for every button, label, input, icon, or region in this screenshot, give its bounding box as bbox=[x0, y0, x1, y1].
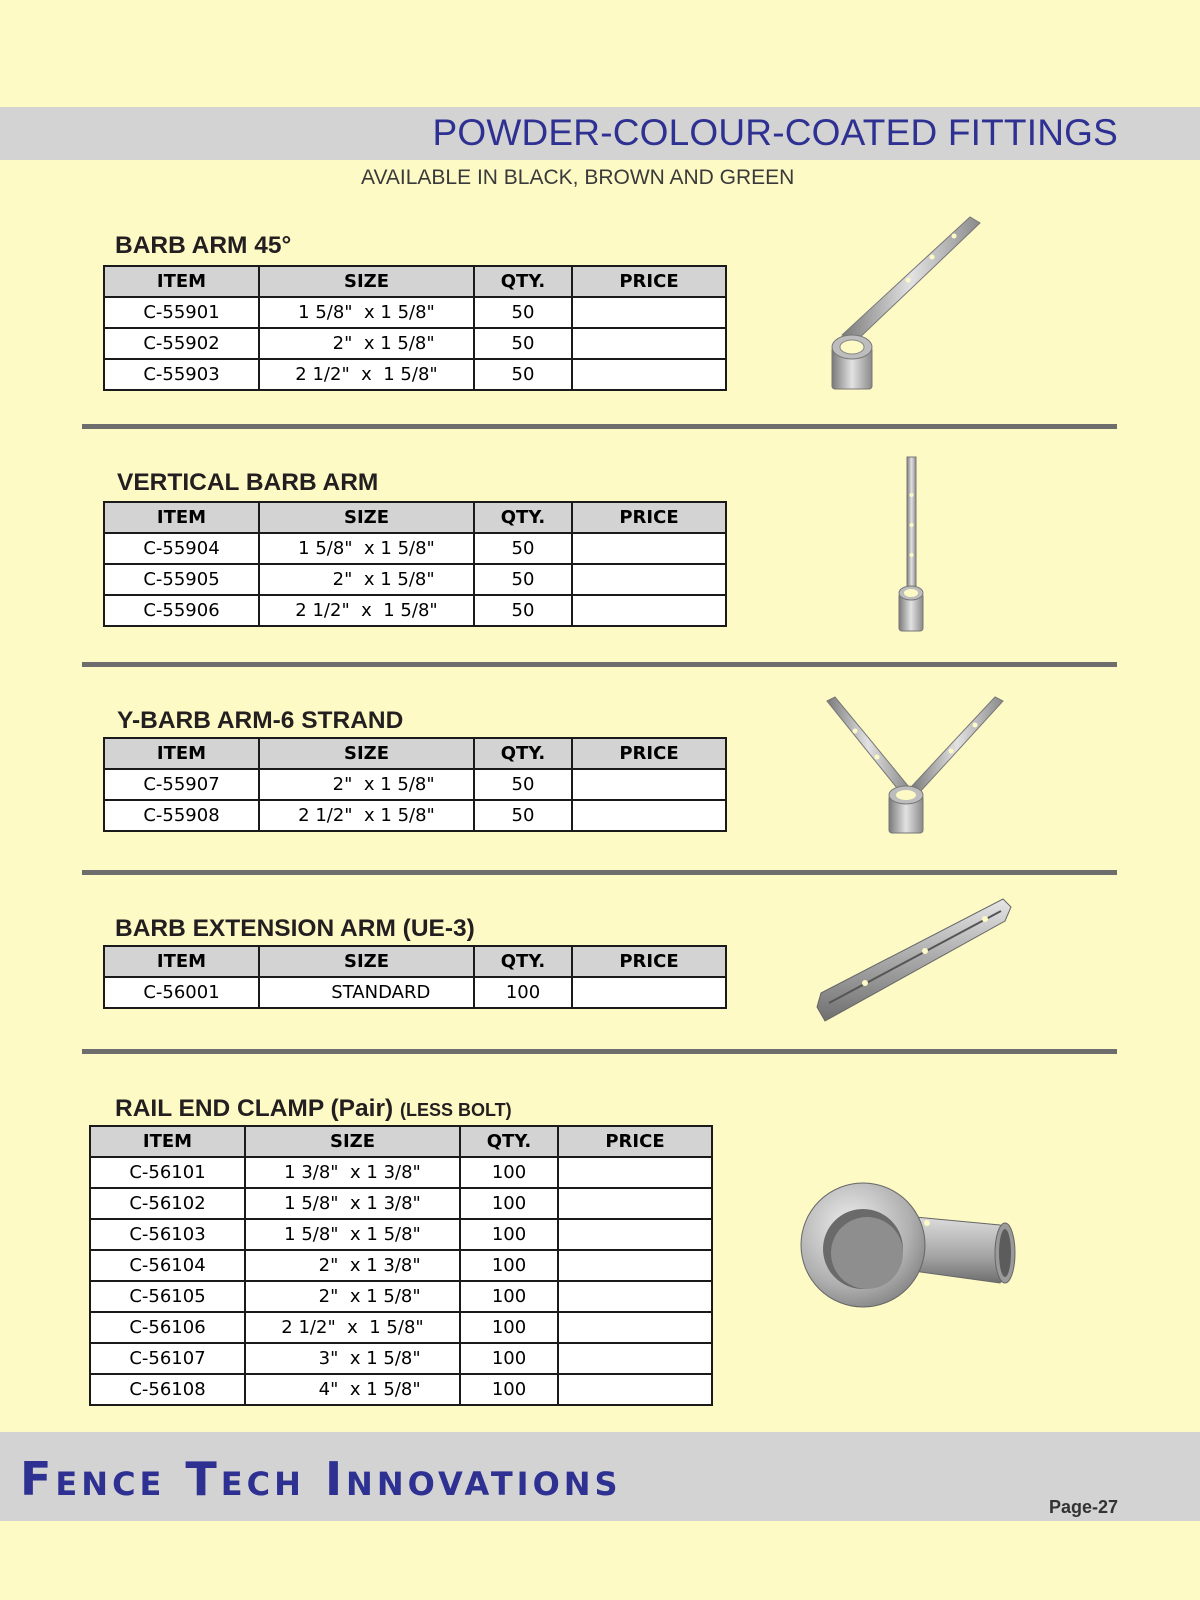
item-code: C-56106 bbox=[90, 1312, 245, 1343]
item-qty: 100 bbox=[460, 1281, 558, 1312]
vertical-barb-arm-image bbox=[895, 455, 935, 640]
item-price bbox=[558, 1281, 712, 1312]
item-code: C-56107 bbox=[90, 1343, 245, 1374]
item-code: C-56103 bbox=[90, 1219, 245, 1250]
item-qty: 100 bbox=[460, 1219, 558, 1250]
table-header-row bbox=[104, 502, 726, 533]
item-price bbox=[572, 769, 726, 800]
col-qty-header: QTY. bbox=[474, 738, 572, 769]
table-row bbox=[104, 297, 726, 328]
item-qty: 100 bbox=[460, 1312, 558, 1343]
table-row bbox=[90, 1281, 712, 1312]
col-size-header: SIZE bbox=[259, 502, 474, 533]
item-code: C-55908 bbox=[104, 800, 259, 831]
item-qty: 50 bbox=[474, 769, 572, 800]
barb-arm-45-image bbox=[830, 215, 990, 400]
table-header-row bbox=[90, 1126, 712, 1157]
item-price bbox=[558, 1374, 712, 1405]
item-code: C-55905 bbox=[104, 564, 259, 595]
col-item-header: ITEM bbox=[104, 266, 259, 297]
item-size: 2" x 1 5/8" bbox=[259, 769, 474, 800]
item-size: 1 3/8" x 1 3/8" bbox=[245, 1157, 460, 1188]
item-qty: 50 bbox=[474, 595, 572, 626]
item-price bbox=[558, 1250, 712, 1281]
col-price-header: PRICE bbox=[572, 502, 726, 533]
item-price bbox=[572, 977, 726, 1008]
product-table-vertical-barb-arm bbox=[103, 501, 727, 627]
item-qty: 100 bbox=[460, 1250, 558, 1281]
item-qty: 50 bbox=[474, 359, 572, 390]
rail-end-clamp-image bbox=[795, 1175, 1035, 1310]
section-title-rail-end-clamp bbox=[115, 1095, 512, 1123]
item-size: 2" x 1 5/8" bbox=[245, 1281, 460, 1312]
page-subtitle: AVAILABLE IN BLACK, BROWN AND GREEN bbox=[361, 166, 795, 189]
section-title-barb-arm-45: BARB ARM 45° bbox=[115, 232, 292, 259]
section-divider bbox=[82, 870, 1117, 875]
page-title: POWDER-COLOUR-COATED FITTINGS bbox=[432, 112, 1118, 153]
product-table-rail-end-clamp bbox=[89, 1125, 713, 1406]
table-header-row bbox=[104, 946, 726, 977]
item-size: 3" x 1 5/8" bbox=[245, 1343, 460, 1374]
table-header-row bbox=[104, 738, 726, 769]
table-row bbox=[104, 769, 726, 800]
y-barb-arm-image bbox=[825, 695, 1005, 840]
section-title-y-barb-arm: Y-BARB ARM-6 STRAND bbox=[117, 707, 404, 734]
table-row bbox=[104, 533, 726, 564]
col-price-header: PRICE bbox=[572, 266, 726, 297]
col-qty-header: QTY. bbox=[474, 266, 572, 297]
item-size: 2 1/2" x 1 5/8" bbox=[259, 800, 474, 831]
table-row bbox=[104, 800, 726, 831]
item-qty: 100 bbox=[460, 1188, 558, 1219]
col-qty-header: QTY. bbox=[460, 1126, 558, 1157]
item-code: C-56105 bbox=[90, 1281, 245, 1312]
item-size: 4" x 1 5/8" bbox=[245, 1374, 460, 1405]
table-row bbox=[90, 1188, 712, 1219]
col-item-header: ITEM bbox=[90, 1126, 245, 1157]
section-divider bbox=[82, 424, 1117, 429]
item-code: C-55904 bbox=[104, 533, 259, 564]
section-title-vertical-barb-arm: VERTICAL BARB ARM bbox=[117, 469, 379, 496]
item-price bbox=[572, 800, 726, 831]
section-title-barb-extension-arm: BARB EXTENSION ARM (UE-3) bbox=[115, 915, 475, 942]
item-price bbox=[572, 564, 726, 595]
item-qty: 50 bbox=[474, 328, 572, 359]
item-size: STANDARD bbox=[259, 977, 474, 1008]
item-code: C-56104 bbox=[90, 1250, 245, 1281]
item-size: 2" x 1 3/8" bbox=[245, 1250, 460, 1281]
section-title-text: RAIL END CLAMP (Pair) bbox=[115, 1095, 394, 1122]
item-qty: 100 bbox=[460, 1343, 558, 1374]
item-price bbox=[572, 533, 726, 564]
item-price bbox=[558, 1343, 712, 1374]
item-code: C-55902 bbox=[104, 328, 259, 359]
table-row bbox=[90, 1312, 712, 1343]
item-price bbox=[558, 1157, 712, 1188]
item-code: C-55907 bbox=[104, 769, 259, 800]
table-row bbox=[104, 359, 726, 390]
col-size-header: SIZE bbox=[259, 738, 474, 769]
item-qty: 50 bbox=[474, 533, 572, 564]
item-code: C-56102 bbox=[90, 1188, 245, 1219]
item-qty: 50 bbox=[474, 564, 572, 595]
table-row bbox=[90, 1157, 712, 1188]
item-price bbox=[558, 1188, 712, 1219]
item-size: 2 1/2" x 1 5/8" bbox=[245, 1312, 460, 1343]
table-row bbox=[90, 1250, 712, 1281]
item-price bbox=[558, 1219, 712, 1250]
item-code: C-55906 bbox=[104, 595, 259, 626]
item-qty: 50 bbox=[474, 297, 572, 328]
item-code: C-56101 bbox=[90, 1157, 245, 1188]
col-qty-header: QTY. bbox=[474, 502, 572, 533]
item-price bbox=[572, 359, 726, 390]
item-size: 1 5/8" x 1 3/8" bbox=[245, 1188, 460, 1219]
col-item-header: ITEM bbox=[104, 946, 259, 977]
item-size: 2 1/2" x 1 5/8" bbox=[259, 359, 474, 390]
brand-name: Fence Tech Innovations bbox=[20, 1452, 622, 1506]
item-size: 2" x 1 5/8" bbox=[259, 564, 474, 595]
col-price-header: PRICE bbox=[558, 1126, 712, 1157]
item-size: 2" x 1 5/8" bbox=[259, 328, 474, 359]
section-title-note: (LESS BOLT) bbox=[399, 1100, 512, 1120]
item-size: 2 1/2" x 1 5/8" bbox=[259, 595, 474, 626]
col-qty-header: QTY. bbox=[474, 946, 572, 977]
page-number: Page-27 bbox=[1048, 1497, 1118, 1517]
item-size: 1 5/8" x 1 5/8" bbox=[259, 533, 474, 564]
col-price-header: PRICE bbox=[572, 738, 726, 769]
table-row bbox=[104, 977, 726, 1008]
item-price bbox=[572, 328, 726, 359]
item-code: C-55903 bbox=[104, 359, 259, 390]
item-qty: 50 bbox=[474, 800, 572, 831]
barb-extension-arm-image bbox=[815, 895, 1015, 1030]
item-price bbox=[572, 297, 726, 328]
section-divider bbox=[82, 662, 1117, 667]
col-item-header: ITEM bbox=[104, 502, 259, 533]
item-size: 1 5/8" x 1 5/8" bbox=[259, 297, 474, 328]
section-divider bbox=[82, 1049, 1117, 1054]
item-size: 1 5/8" x 1 5/8" bbox=[245, 1219, 460, 1250]
product-table-y-barb-arm bbox=[103, 737, 727, 832]
item-qty: 100 bbox=[460, 1157, 558, 1188]
table-row bbox=[90, 1343, 712, 1374]
product-table-barb-arm-45 bbox=[103, 265, 727, 391]
table-row bbox=[104, 328, 726, 359]
col-price-header: PRICE bbox=[572, 946, 726, 977]
product-table-barb-extension-arm bbox=[103, 945, 727, 1009]
item-price bbox=[558, 1312, 712, 1343]
item-qty: 100 bbox=[460, 1374, 558, 1405]
table-row bbox=[104, 595, 726, 626]
item-code: C-56108 bbox=[90, 1374, 245, 1405]
table-row bbox=[90, 1219, 712, 1250]
item-code: C-55901 bbox=[104, 297, 259, 328]
item-price bbox=[572, 595, 726, 626]
table-row bbox=[104, 564, 726, 595]
table-row bbox=[90, 1374, 712, 1405]
item-code: C-56001 bbox=[104, 977, 259, 1008]
col-item-header: ITEM bbox=[104, 738, 259, 769]
col-size-header: SIZE bbox=[259, 266, 474, 297]
col-size-header: SIZE bbox=[259, 946, 474, 977]
item-qty: 100 bbox=[474, 977, 572, 1008]
table-header-row bbox=[104, 266, 726, 297]
col-size-header: SIZE bbox=[245, 1126, 460, 1157]
